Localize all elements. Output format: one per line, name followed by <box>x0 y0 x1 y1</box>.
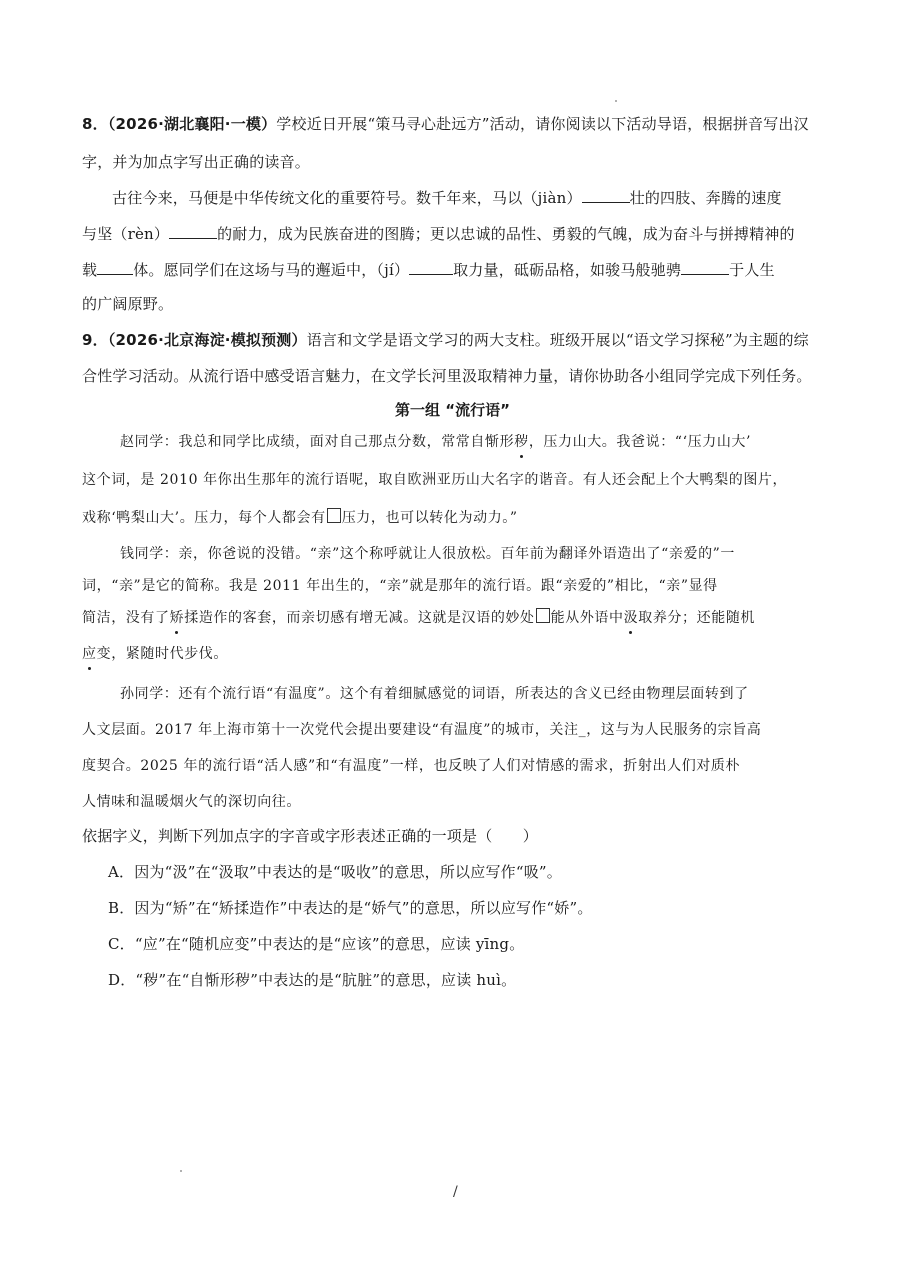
dotted-char: 汲 <box>623 610 639 626</box>
qian-3d: 取养分；还能随机 <box>638 610 756 626</box>
q8-passage-line-1 <box>112 188 782 208</box>
zhao-3a: 戏称‘鸭梨山大’。压力，每个人都会有 <box>82 510 326 526</box>
q8-source: （2026·湖北襄阳·一模） <box>107 115 277 133</box>
q9-number: 9． <box>82 331 108 349</box>
answer-blank[interactable] <box>97 260 133 275</box>
qian-line-1: 钱同学：亲，你爸说的没错。“亲”这个称呼就让人很放松。百年前为翻译外语造出了“亲爱的”一 <box>120 546 736 562</box>
missing-char-box <box>327 508 341 523</box>
missing-char-box <box>536 608 550 623</box>
q8-p3c: 取力量，砥砺品格，如骏马般驰骋 <box>453 261 682 279</box>
qian-line-4 <box>82 644 228 664</box>
qian-3c: 能从外语中 <box>550 610 624 626</box>
scan-speck <box>180 1170 182 1172</box>
footer-mark: / <box>453 1184 458 1200</box>
sun-line-2: 人文层面。2017 年上海市第十一次党代会提出要建设“有温度”的城市，关注_，这与为人民服务的宗旨高 <box>82 722 762 738</box>
q9-line-1 <box>82 330 809 350</box>
option-c[interactable]: C．“应”在“随机应变”中表达的是“应该”的意思，应读 yīng。 <box>108 935 525 953</box>
sun-line-4: 人情味和温暖烟火气的深切向往。 <box>82 794 301 810</box>
option-d[interactable]: D．“秽”在“自惭形秽”中表达的是“肮脏”的意思，应读 huì。 <box>108 971 517 989</box>
q8-line-1 <box>82 114 809 134</box>
option-b[interactable]: B．因为“矫”在“矫揉造作”中表达的是“娇气”的意思，所以应写作“娇”。 <box>108 899 593 917</box>
q8-passage-line-3 <box>82 260 775 280</box>
q8-p3d: 于人生 <box>729 261 775 279</box>
scan-speck <box>615 100 617 102</box>
dotted-char: 矫 <box>169 610 185 626</box>
zhao-line-1 <box>120 432 751 452</box>
dotted-char: 应 <box>82 646 97 662</box>
q8-passage-line-2 <box>82 224 795 244</box>
q8-p2a: 与坚（rèn） <box>82 225 170 243</box>
zhao-line-2: 这个词，是 2010 年你出生那年的流行语呢，取自欧洲亚历山大名字的谐音。有人还会配上个大鸭梨的图片， <box>82 472 788 488</box>
answer-blank[interactable] <box>409 260 453 275</box>
question-prompt: 依据字义，判断下列加点字的字音或字形表述正确的一项是（ ） <box>82 827 539 845</box>
q9-intro-1: 语言和文学是语文学习的两大支柱。班级开展以“语文学习探秘”为主题的综 <box>306 331 809 349</box>
q8-number: 8． <box>82 115 108 133</box>
sun-line-1: 孙同学：还有个流行语“有温度”。这个有着细腻感觉的词语，所表达的含义已经由物理层面转到了 <box>120 686 749 702</box>
q8-passage-line-4: 的广阔原野。 <box>82 295 174 313</box>
qian-3a: 简洁，没有了 <box>82 610 170 626</box>
q9-intro-2: 合性学习活动。从流行语中感受语言魅力，在文学长河里汲取精神力量，请你协助各小组同学完成下列任务。 <box>82 367 812 385</box>
group-title: 第一组 “流行语” <box>395 401 510 419</box>
qian-line-3 <box>82 608 755 628</box>
answer-blank[interactable] <box>582 188 630 203</box>
q8-p1b: 壮的四肢、奔腾的速度 <box>629 189 782 207</box>
qian-4: 变，紧随时代步伐。 <box>96 646 229 662</box>
zhao-line-3 <box>82 508 518 528</box>
q8-p3a: 载 <box>82 261 98 279</box>
q8-p2b: 的耐力，成为民族奋进的图腾；更以忠诚的品性、勇毅的气魄，成为奋斗与拼搏精神的 <box>217 225 795 243</box>
zhao-3b: 压力，也可以转化为动力。” <box>341 510 518 526</box>
q8-p1a: 古往今来，马便是中华传统文化的重要符号。数千年来，马以（jiàn） <box>112 189 582 207</box>
q8-intro-1: 学校近日开展“策马寻心赴远方”活动，请你阅读以下活动导语，根据拼音写出汉 <box>276 115 809 133</box>
option-a[interactable]: A．因为“汲”在“汲取”中表达的是“吸收”的意思，所以应写作“吸”。 <box>108 863 562 881</box>
zhao-1b: ，压力山大。我爸说：“‘压力山大’ <box>528 434 752 450</box>
q8-intro-2: 字，并为加点字写出正确的读音。 <box>82 153 311 171</box>
answer-blank[interactable] <box>681 260 729 275</box>
zhao-1a: 赵同学：我总和同学比成绩，面对自己那点分数，常常自惭形 <box>120 434 515 450</box>
answer-blank[interactable] <box>169 224 217 239</box>
q9-source: （2026·北京海淀·模拟预测） <box>107 331 307 349</box>
qian-3b: 揉造作的客套，而亲切感有增无减。这就是汉语的妙处 <box>184 610 535 626</box>
qian-line-2: 词，“亲”是它的简称。我是 2011 年出生的，“亲”就是那年的流行语。跟“亲爱的”相比，“亲”显得 <box>82 578 718 594</box>
q8-p3b: 体。愿同学们在这场与马的邂逅中，（jí） <box>133 261 410 279</box>
sun-line-3: 度契合。2025 年的流行语“活人感”和“有温度”一样，也反映了人们对情感的需求，折射出人们对质朴 <box>82 758 741 774</box>
dotted-char: 秽 <box>514 434 529 450</box>
